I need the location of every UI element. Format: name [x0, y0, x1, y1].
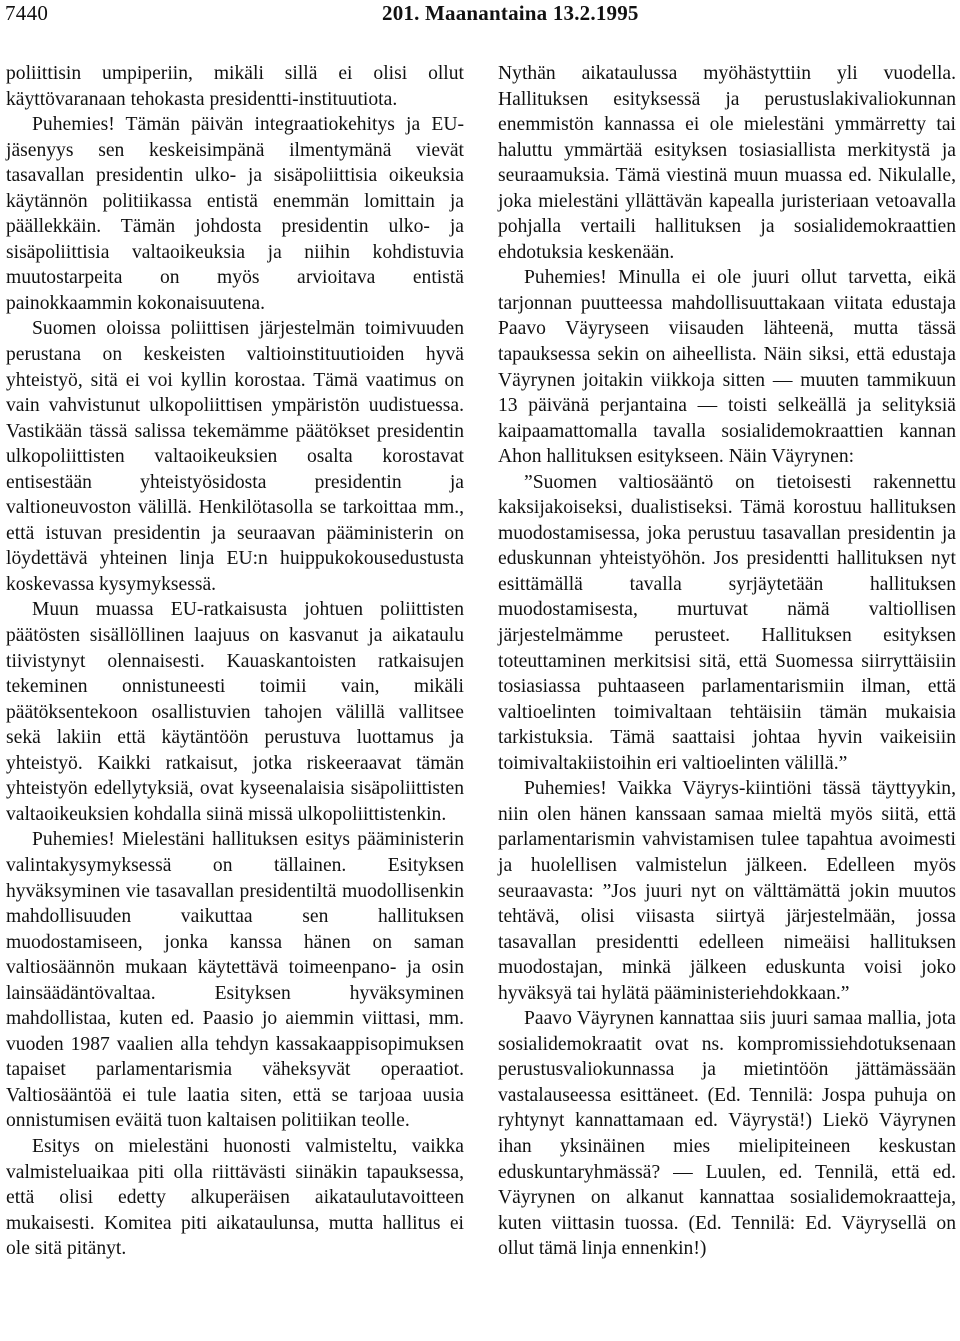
left-column — [6, 61, 464, 1262]
paragraph: Puhemies! Vaikka Väyrys-kiintiöni tässä täyttyykin, niin olen hänen kanssaan samaa mieltä myös siitä, että parlamentarismin vahvistamisen tulee tapahtua avoimesti ja huolellisen valmistelun jälkeen. Edelleen myös seuraavasta: ”Jos juuri nyt on välttämättä jokin muutos tehtävä, olisi viisasta siirtyä järjestelmään, jossa tasavallan presidentti edelleen nimeäisi hallituksen muodostajan, minkä jälkeen eduskunta voisi joko hyväksyä tai hylätä pääministeriehdokkaan.” — [498, 778, 956, 1004]
paragraph: Esitys on mielestäni huonosti valmisteltu, vaikka valmisteluaikaa piti olla riittävästi siinäkin tapauksessa, että olisi edetty alkuperäisen aikataulutavoitteen mukaisesti. Komitea piti aikataulunsa, mutta hallitus ei ole sitä pitänyt. — [6, 1135, 464, 1260]
paragraph: Puhemies! Minulla ei ole juuri ollut tarvetta, eikä tarjonnan puutteessa mahdollisuuttakaan viitata edustaja Paavo Väyryseen viisauden lähteenä, mutta tässä tapauksessa sekin on aiheellista. Näin siksi, että edustaja Väyrynen joitakin viikkoja sitten — muuten tammikuun 13 päivänä perjantaina — toisti selkeällä ja selityksiä kaipaamattomalla tavalla sosialidemokraattien kannan Ahon hallituksen esitykseen. Näin Väyrynen: — [498, 267, 956, 468]
paragraph: Muun muassa EU-ratkaisusta johtuen poliittisten päätösten sisällöllinen laajuus on kasvanut ja aikataulu tiivistynyt olennaisesti. Kauaskantoisten ratkaisujen tekeminen onnistuneesti toimii vain, mikäli päätöksentekoon osallistuvien tahojen välillä vallitsee sekä lakiin että käytäntöön perustuva luottamus ja yhteistyö. Kaikki ratkaisut, jotka riskeeraavat tämän yhteistyön edellytyksiä, ovat kyseenalaisia sisäpoliittisten valtaoikeuksien kohdalla siinä missä ulkopoliittistenkin. — [6, 599, 464, 825]
paragraph: Puhemies! Tämän päivän integraatiokehitys ja EU-jäsenyys sen keskeisimpänä ilmentymänä vievät tasavallan presidentin ulko- ja sisäpoliittisia oikeuksia käytännön politiikassa entistä enemmän lomittain ja päällekkäin. Tämän johdosta presidentin ulko- ja sisäpoliittisia valtaoikeuksia ja niihin kohdistuvia muutostarpeita on myös arvioitava entistä painokkaammin kokonaisuutena. — [6, 114, 464, 314]
paragraph: poliittisin umpiperiin, mikäli sillä ei olisi ollut käyttövaranaan tehokasta presidentti-instituutiota. — [6, 63, 464, 110]
paragraph: Suomen oloissa poliittisen järjestelmän toimivuuden perustana on keskeisten valtioinstituutioiden hyvä yhteistyö, sitä ei voi kyllin korostaa. Tämä vaatimus on vain vahvistunut ulkopoliittisen ympäristön uudistuessa. Vastikään tässä salissa tekemämme päätökset presidentin ulkopoliittisten valtaoikeuksien osalta korostavat entisestään yhteistyösidosta presidentin ja valtioneuvoston välillä. Henkilötasolla se tarkoittaa mm., että istuvan presidentin ja seuraavan pääministerin on löydettävä yhteinen linja EU:n huippukokousedustusta koskevassa kysymyksessä. — [6, 318, 464, 595]
page-number: 7440 — [5, 1, 49, 25]
paragraph: Nythän aikataulussa myöhästyttiin yli vuodella. Hallituksen esityksessä ja perustuslakivaliokunnan enemmistön kannassa ei ole mielestäni ymmärretty tai haluttu ymmärtää esityksen tosiasiallista merkitystä ja seuraamuksia. Tämä viestinä muun muassa ed. Nikulalle, joka mielestäni yllättävän kapealla juristeriaan vetoavalla pohjalla vertaili hallituksen ja sosialidemokraattien ehdotuksia keskenään. — [498, 63, 956, 263]
paragraph: Paavo Väyrynen kannattaa siis juuri samaa mallia, jota sosialidemokraatit ovat ns. kompromissiehdotuksenaan perustusvaliokunnassa ja mietintöön jättämässään vastalauseessa esittäneet. (Ed. Tennilä: Jospa puhuja on ryhtynyt kannattamaan ed. Väyrystä!) Liekö Väyrynen ihan yksinäinen mies mielipiteineen keskustan eduskuntaryhmässä? — Luulen, ed. Tennilä, että ed. Väyrynen on alkanut kannattaa sosialidemokraatteja, kuten viittasin tuossa. (Ed. Tennilä: Ed. Väyrysellä on ollut tämä linja ennenkin!) — [498, 1008, 956, 1260]
right-column — [498, 61, 956, 1262]
paragraph: ”Suomen valtiosääntö on tietoisesti rakennettu kaksijakoiseksi, dualistiseksi. Tämä korostuu hallituksen muodostamisessa, joka perustuu tasavallan presidentin ja eduskunnan yhteistyöhön. Jos presidentti hallituksen nyt esittämällä tavalla syrjäytetään hallituksen muodostamisesta, murtuvat nämä valtiollisen järjestelmämme perusteet. Hallituksen esityksen toteuttaminen merkitsisi sitä, että Suomessa siirryttäisiin tosiasiassa puhtaaseen parlamentarismiin ilman, että valtioelinten toimivaltaan tehtäisiin tämän mukaisia tarkistuksia. Tämä saattaisi johtaa hyvin vaikeisiin toimivaltakiistoihin eri valtioelinten välillä.” — [498, 471, 956, 774]
paragraph: Puhemies! Mielestäni hallituksen esitys pääministerin valintakysymyksessä on tällainen. Esityksen hyväksyminen vie tasavallan presidentiltä muodollisenkin mahdollisuuden vaikuttaa sen hallituksen muodostamiseen, jonka kanssa hänen on saman valtiosäännön mukaan käytettävä toimeenpano- ja osin lainsäädäntövaltaa. Esityksen hyväksyminen mahdollistaa, kuten ed. Paasio jo aiemmin viittasi, mm. vuoden 1987 vaalien alla tehdyn kassakaappisopimuksen tapaiset parlamentarismia väheksyvät operaatiot. Valtiosääntöä ei tule laatia siten, että se tarjoaa uusia onnistumisen eväitä tuon kaltaisen politiikan teolle. — [6, 829, 464, 1132]
session-date-header: 201. Maanantaina 13.2.1995 — [382, 1, 639, 25]
